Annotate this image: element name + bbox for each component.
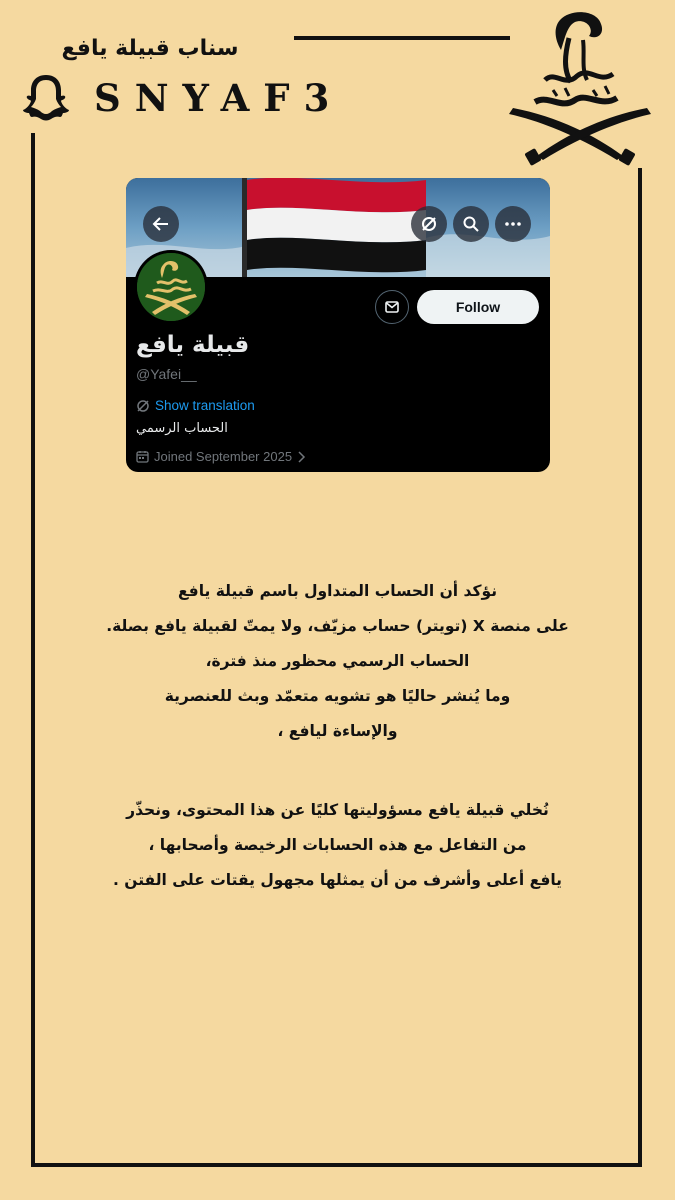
tribe-logo-avatar	[137, 253, 205, 321]
profile-screenshot-card	[126, 178, 550, 472]
back-button[interactable]	[143, 206, 179, 242]
statement-line: على منصة X (تويتر) حساب مزيّف، ولا يمتّ لقبيلة يافع بصلة.	[106, 617, 569, 635]
statement-paragraph-2	[60, 793, 615, 898]
chevron-right-icon	[297, 451, 306, 463]
search-button[interactable]	[453, 206, 489, 242]
statement-paragraph-1	[60, 574, 615, 749]
statement-line: وما يُنشر حاليًا هو تشويه متعمّد وبث للعنصرية	[164, 687, 511, 705]
frame-left-line	[31, 133, 35, 1167]
statement-line: يافع أعلى وأشرف من أن يمثلها مجهول يقتات على الفتن .	[112, 871, 562, 889]
snap-handle: SNYAF3	[94, 76, 344, 120]
tribe-emblem-logo	[505, 10, 655, 170]
message-button[interactable]	[375, 290, 409, 324]
more-button[interactable]	[495, 206, 531, 242]
snapchat-ghost-icon	[22, 72, 70, 122]
statement-line: من التفاعل مع هذه الحسابات الرخيصة وأصحابها ،	[148, 836, 527, 854]
joined-date[interactable]	[136, 449, 306, 464]
translate-icon	[136, 399, 150, 413]
statement-line: نؤكد أن الحساب المتداول باسم قبيلة يافع	[177, 582, 498, 600]
translate-icon	[420, 215, 438, 233]
back-arrow-icon	[152, 215, 170, 233]
search-icon	[462, 215, 480, 233]
message-icon	[384, 299, 400, 315]
follow-button[interactable]: Follow	[417, 290, 539, 324]
snap-title: سناب قبيلة يافع	[61, 36, 239, 61]
emblem-text: قبيلة يافع	[578, 98, 582, 99]
profile-handle: @Yafei__	[136, 366, 197, 382]
statement-line: الحساب الرسمي محظور منذ فترة،	[205, 652, 470, 670]
show-translation-label: Show translation	[155, 398, 255, 413]
frame-right-line	[638, 168, 642, 1167]
calendar-icon	[136, 450, 149, 463]
avatar[interactable]	[134, 250, 208, 324]
statement-line: نُخلي قبيلة يافع مسؤوليتها كليًا عن هذا المحتوى، ونحذّر	[126, 801, 549, 819]
statement-line: والإساءة ليافع ،	[277, 722, 398, 740]
profile-bio: الحساب الرسمي	[136, 421, 228, 436]
translate-button[interactable]	[411, 206, 447, 242]
more-icon	[504, 215, 522, 233]
show-translation-link[interactable]	[136, 398, 255, 413]
frame-bottom-line	[31, 1163, 642, 1167]
joined-label: Joined September 2025	[154, 449, 293, 464]
frame-top-line	[294, 36, 510, 40]
profile-display-name: قبيلة يافع	[136, 332, 250, 358]
